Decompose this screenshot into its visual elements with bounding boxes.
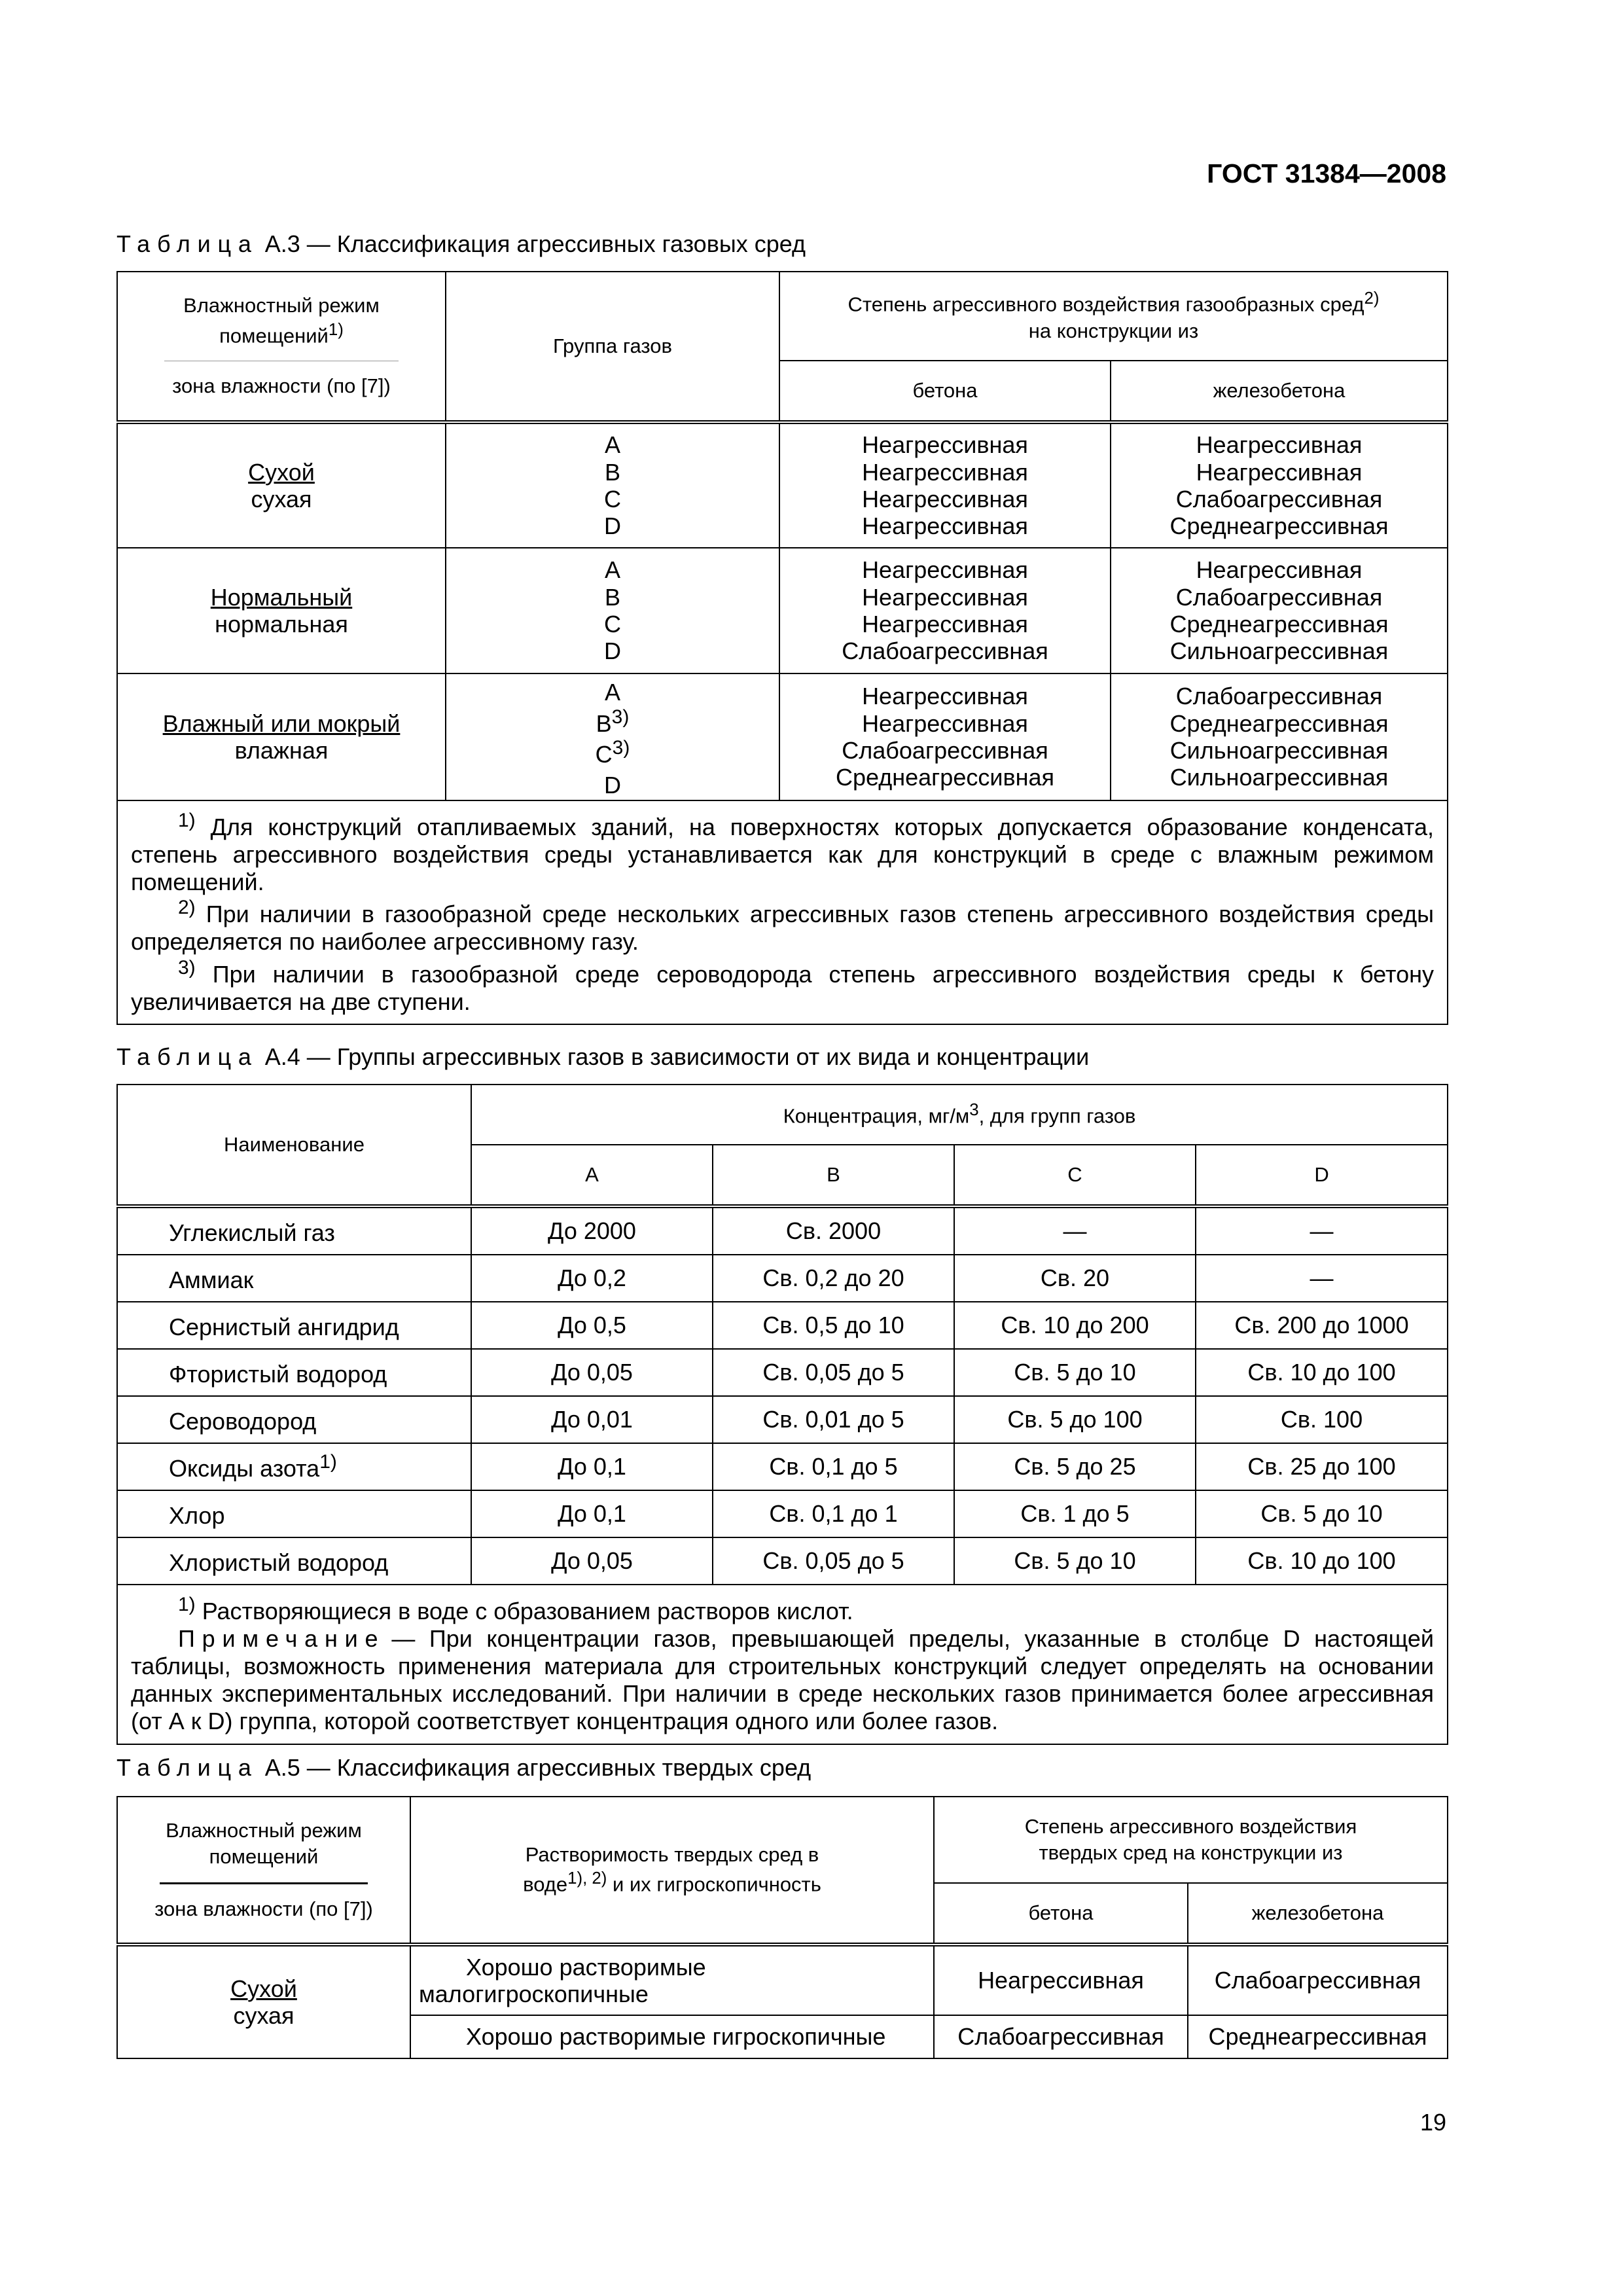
table-row bbox=[117, 1206, 1448, 1255]
reinforced-cell: Среднеагрессивная bbox=[1188, 2015, 1448, 2058]
gas-name-cell bbox=[117, 1537, 471, 1585]
table-a3 bbox=[116, 271, 1448, 1025]
degree-value: Сильноагрессивная bbox=[1169, 764, 1389, 791]
document-code-header: ГОСТ 31384—2008 bbox=[1207, 158, 1446, 188]
header-concrete: бетона bbox=[779, 361, 1111, 422]
degree-value: Неагрессивная bbox=[862, 709, 1028, 737]
header-concentration-text: Концентрация, мг/м bbox=[783, 1104, 970, 1128]
group-label: D bbox=[604, 512, 621, 540]
header-group-b: B bbox=[713, 1145, 954, 1206]
footnote-mark: 1) bbox=[178, 810, 196, 831]
concentration-cell: Св. 0,05 до 5 bbox=[713, 1537, 954, 1585]
degree-value: Слабоагрессивная bbox=[842, 737, 1048, 764]
degree-value: Неагрессивная bbox=[1196, 556, 1363, 584]
footnote-ref: 3) bbox=[612, 737, 630, 759]
concentration-cell: Св. 20 bbox=[954, 1255, 1196, 1302]
concrete-cell bbox=[779, 422, 1111, 548]
footnote-ref: 3) bbox=[611, 706, 630, 728]
solubility-cell bbox=[410, 1945, 934, 2015]
concentration-cell: Св. 100 bbox=[1196, 1396, 1448, 1443]
table-row bbox=[117, 422, 1448, 548]
header-name: Наименование bbox=[117, 1085, 471, 1206]
table-row bbox=[117, 1945, 1448, 2015]
gas-name-cell bbox=[117, 1255, 471, 1302]
degree-value: Среднеагрессивная bbox=[1169, 512, 1389, 540]
concentration-cell: Св. 200 до 1000 bbox=[1196, 1302, 1448, 1349]
concrete-cell: Слабоагрессивная bbox=[934, 2015, 1188, 2058]
regime-cell bbox=[117, 548, 446, 673]
gas-name: Хлор bbox=[169, 1502, 225, 1529]
concentration-cell: — bbox=[1196, 1255, 1448, 1302]
gas-name: Углекислый газ bbox=[169, 1219, 335, 1246]
degree-value: Неагрессивная bbox=[1196, 431, 1363, 459]
table-row bbox=[117, 1302, 1448, 1349]
table-a5-caption bbox=[116, 1754, 811, 1782]
concentration-cell: Св. 0,01 до 5 bbox=[713, 1396, 954, 1443]
gas-name: Оксиды азота bbox=[169, 1455, 320, 1482]
footnote-text: Растворяющиеся в воде с образованием растворов кислот. bbox=[202, 1598, 853, 1624]
footnote-ref: 1), 2) bbox=[567, 1869, 607, 1888]
degree-value: Слабоагрессивная bbox=[1175, 683, 1383, 710]
concentration-cell: Св. 5 до 10 bbox=[1196, 1490, 1448, 1537]
header-group-d: D bbox=[1196, 1145, 1448, 1206]
header-degree-text: Степень агрессивного воздействия твердых сред на конструкции из bbox=[1024, 1814, 1357, 1864]
header-degree-line2: на конструкции из bbox=[1028, 319, 1199, 342]
concentration-cell: До 0,1 bbox=[471, 1443, 713, 1490]
header-humidity-regime-text: Влажностный режим помещений bbox=[183, 294, 380, 348]
header-concentration-tail: , для групп газов bbox=[978, 1104, 1136, 1128]
concentration-cell: До 0,01 bbox=[471, 1396, 713, 1443]
concentration-cell: Св. 0,5 до 10 bbox=[713, 1302, 954, 1349]
caption-label: Таблица bbox=[116, 230, 259, 257]
header-group-c: C bbox=[954, 1145, 1196, 1206]
concentration-cell: Св. 0,05 до 5 bbox=[713, 1349, 954, 1396]
header-divider bbox=[160, 1882, 368, 1884]
gas-name: Фтористый водород bbox=[169, 1361, 387, 1388]
footnote-mark: 2) bbox=[178, 897, 196, 919]
concentration-cell: Св. 0,1 до 1 bbox=[713, 1490, 954, 1537]
regime-cell bbox=[117, 1945, 410, 2058]
notes-row bbox=[117, 800, 1448, 1024]
gas-name-cell bbox=[117, 1443, 471, 1490]
caption-text: А.4 — Группы агрессивных газов в зависимости от их вида и концентрации bbox=[264, 1043, 1090, 1070]
group-label: B bbox=[596, 709, 612, 737]
group-label: C bbox=[604, 486, 621, 512]
concentration-cell: — bbox=[954, 1206, 1196, 1255]
table-a4 bbox=[116, 1084, 1448, 1745]
concrete-cell: Неагрессивная bbox=[934, 1945, 1188, 2015]
concentration-cell: Св. 5 до 25 bbox=[954, 1443, 1196, 1490]
concentration-cell: До 0,05 bbox=[471, 1537, 713, 1585]
footnote-ref: 1) bbox=[328, 320, 344, 339]
solubility-cell: Хорошо растворимые гигроскопичные bbox=[410, 2015, 934, 2058]
table-row bbox=[117, 1396, 1448, 1443]
degree-value: Слабоагрессивная bbox=[1175, 486, 1383, 512]
concentration-cell: Св. 5 до 10 bbox=[954, 1349, 1196, 1396]
table-a4-caption bbox=[116, 1043, 1089, 1071]
group-label: D bbox=[604, 637, 621, 665]
concentration-cell: До 0,1 bbox=[471, 1490, 713, 1537]
header-humidity-regime-text: Влажностный режим помещений bbox=[166, 1819, 362, 1869]
page-number: 19 bbox=[1419, 2109, 1446, 2136]
degree-value: Сильноагрессивная bbox=[1169, 737, 1389, 764]
regime-name: Сухой bbox=[248, 458, 315, 486]
reinforced-cell bbox=[1111, 673, 1448, 800]
degree-value: Среднеагрессивная bbox=[1169, 611, 1389, 637]
concrete-cell bbox=[779, 548, 1111, 673]
caption-text: А.5 — Классификация агрессивных твердых сред bbox=[264, 1754, 812, 1781]
table-a5 bbox=[116, 1796, 1448, 2059]
gas-name-cell bbox=[117, 1206, 471, 1255]
degree-value: Неагрессивная bbox=[862, 583, 1028, 611]
concentration-cell: Св. 10 до 100 bbox=[1196, 1537, 1448, 1585]
concentration-cell: Св. 10 до 100 bbox=[1196, 1349, 1448, 1396]
groups-cell bbox=[446, 548, 779, 673]
gas-name-cell bbox=[117, 1349, 471, 1396]
footnote-mark: 3) bbox=[178, 956, 196, 978]
degree-value: Неагрессивная bbox=[862, 556, 1028, 584]
concentration-cell: — bbox=[1196, 1206, 1448, 1255]
footnote-text: При наличии в газообразной среде нескольких агрессивных газов степень агрессивного воздействия среды определяется по наиболее агрессивному газу. bbox=[131, 901, 1434, 956]
degree-value: Неагрессивная bbox=[862, 431, 1028, 459]
zone-name: сухая bbox=[251, 486, 312, 512]
footnote-ref: 2) bbox=[1364, 289, 1380, 308]
header-concentration bbox=[471, 1085, 1448, 1145]
caption-label: Таблица bbox=[116, 1043, 259, 1070]
regime-name: Нормальный bbox=[210, 583, 353, 611]
table-row bbox=[117, 673, 1448, 800]
gas-name-cell bbox=[117, 1396, 471, 1443]
degree-value: Слабоагрессивная bbox=[842, 637, 1048, 665]
footnote-ref: 1) bbox=[319, 1451, 337, 1473]
header-solubility-line3: и их гигроскопичность bbox=[607, 1873, 821, 1896]
degree-value: Неагрессивная bbox=[862, 611, 1028, 637]
group-label: C bbox=[595, 741, 613, 768]
concentration-cell: Св. 5 до 100 bbox=[954, 1396, 1196, 1443]
table-row bbox=[117, 1349, 1448, 1396]
zone-name: влажная bbox=[234, 737, 329, 764]
group-label: D bbox=[604, 772, 621, 799]
gas-name-cell bbox=[117, 1490, 471, 1537]
header-degree bbox=[934, 1797, 1448, 1883]
caption-text: А.3 — Классификация агрессивных газовых сред bbox=[264, 230, 806, 257]
degree-value: Среднеагрессивная bbox=[1169, 709, 1389, 737]
group-label: A bbox=[604, 556, 620, 584]
reinforced-cell bbox=[1111, 422, 1448, 548]
footnote-text: Для конструкций отапливаемых зданий, на поверхностях которых допускается образование конденсата, степень агрессивного воздействия среды устанавливается как для конструкций в среде с влажным режимом помещений. bbox=[131, 814, 1434, 896]
concentration-cell: Св. 1 до 5 bbox=[954, 1490, 1196, 1537]
zone-name: нормальная bbox=[215, 611, 348, 637]
degree-value: Неагрессивная bbox=[862, 486, 1028, 512]
table-row bbox=[117, 1537, 1448, 1585]
table-a3-caption bbox=[116, 230, 806, 258]
footnote-text: При наличии в газообразной среде сероводорода степень агрессивного воздействия среды к бетону увеличивается на две ступени. bbox=[131, 960, 1434, 1015]
concentration-cell: Св. 0,2 до 20 bbox=[713, 1255, 954, 1302]
group-label: B bbox=[604, 458, 620, 486]
header-solubility-line1: Растворимость твердых сред в bbox=[525, 1843, 819, 1867]
footnote bbox=[131, 1593, 1434, 1625]
note bbox=[131, 1625, 1434, 1735]
footnote bbox=[131, 896, 1434, 956]
concrete-cell bbox=[779, 673, 1111, 800]
table-a3-notes bbox=[117, 800, 1448, 1024]
header-degree bbox=[779, 272, 1448, 361]
groups-cell bbox=[446, 673, 779, 800]
degree-value: Неагрессивная bbox=[1196, 458, 1363, 486]
note-text: — При концентрации газов, превышающей пределы, указанные в столбце D настоящей таблицы, возможность применения материала для строительных конструкций следует определять на основании данных экспериментальных исследований. При наличии в среде нескольких газов принимается более агрессивная (от А к D) группа, которой соответствует концентрация одного или более газов. bbox=[131, 1625, 1435, 1735]
concentration-cell: Св. 5 до 10 bbox=[954, 1537, 1196, 1585]
header-reinforced: железобетона bbox=[1111, 361, 1448, 422]
degree-value: Неагрессивная bbox=[862, 683, 1028, 710]
gas-name: Сернистый ангидрид bbox=[169, 1314, 399, 1340]
table-row bbox=[117, 1443, 1448, 1490]
group-label: A bbox=[604, 679, 620, 706]
note-label: Примечание bbox=[178, 1625, 385, 1653]
concentration-cell: Св. 0,1 до 5 bbox=[713, 1443, 954, 1490]
concentration-cell: Св. 2000 bbox=[713, 1206, 954, 1255]
group-label: C bbox=[604, 611, 621, 637]
regime-cell bbox=[117, 422, 446, 548]
header-reinforced: железобетона bbox=[1188, 1883, 1448, 1945]
header-gas-group: Группа газов bbox=[446, 272, 779, 422]
concentration-cell: Св. 25 до 100 bbox=[1196, 1443, 1448, 1490]
degree-value: Сильноагрессивная bbox=[1169, 637, 1389, 665]
groups-cell bbox=[446, 422, 779, 548]
concentration-cell: До 2000 bbox=[471, 1206, 713, 1255]
degree-value: Среднеагрессивная bbox=[836, 764, 1054, 791]
header-group-a: A bbox=[471, 1145, 713, 1206]
header-humidity-zone: зона влажности (по [7]) bbox=[154, 1897, 373, 1920]
footnote bbox=[131, 809, 1434, 896]
notes-row bbox=[117, 1585, 1448, 1744]
concentration-cell: До 0,2 bbox=[471, 1255, 713, 1302]
concentration-cell: До 0,5 bbox=[471, 1302, 713, 1349]
gas-name-cell bbox=[117, 1302, 471, 1349]
gas-name: Аммиак bbox=[169, 1266, 254, 1293]
zone-name: сухая bbox=[233, 2002, 294, 2029]
footnote bbox=[131, 956, 1434, 1016]
concentration-cell: До 0,05 bbox=[471, 1349, 713, 1396]
caption-label: Таблица bbox=[116, 1754, 259, 1781]
group-label: A bbox=[604, 431, 620, 459]
table-row bbox=[117, 1490, 1448, 1537]
gas-name: Сероводород bbox=[169, 1408, 317, 1435]
degree-value: Неагрессивная bbox=[862, 512, 1028, 540]
header-concrete: бетона bbox=[934, 1883, 1188, 1945]
reinforced-cell bbox=[1111, 548, 1448, 673]
header-degree-text: Степень агрессивного воздействия газообразных сред bbox=[847, 293, 1364, 316]
footnote-mark: 1) bbox=[178, 1594, 196, 1615]
reinforced-cell: Слабоагрессивная bbox=[1188, 1945, 1448, 2015]
degree-value: Неагрессивная bbox=[862, 458, 1028, 486]
solubility-text: Хорошо растворимые малогигроскопичные bbox=[419, 1953, 706, 2007]
table-a4-body bbox=[117, 1206, 1448, 1585]
table-row bbox=[117, 1255, 1448, 1302]
group-label: B bbox=[604, 583, 620, 611]
header-solubility-line2: воде bbox=[523, 1873, 568, 1896]
table-a4-notes bbox=[117, 1585, 1448, 1744]
regime-cell bbox=[117, 673, 446, 800]
gas-name: Хлористый водород bbox=[169, 1549, 389, 1576]
regime-name: Сухой bbox=[230, 1975, 297, 2002]
concentration-cell: Св. 10 до 200 bbox=[954, 1302, 1196, 1349]
header-humidity-zone: зона влажности (по [7]) bbox=[172, 374, 391, 398]
unit-exponent: 3 bbox=[969, 1101, 979, 1120]
table-row bbox=[117, 548, 1448, 673]
header-solubility bbox=[410, 1797, 934, 1945]
regime-name: Влажный или мокрый bbox=[162, 709, 401, 737]
header-humidity-regime bbox=[117, 272, 446, 422]
header-humidity-regime bbox=[117, 1797, 410, 1945]
degree-value: Слабоагрессивная bbox=[1175, 583, 1383, 611]
